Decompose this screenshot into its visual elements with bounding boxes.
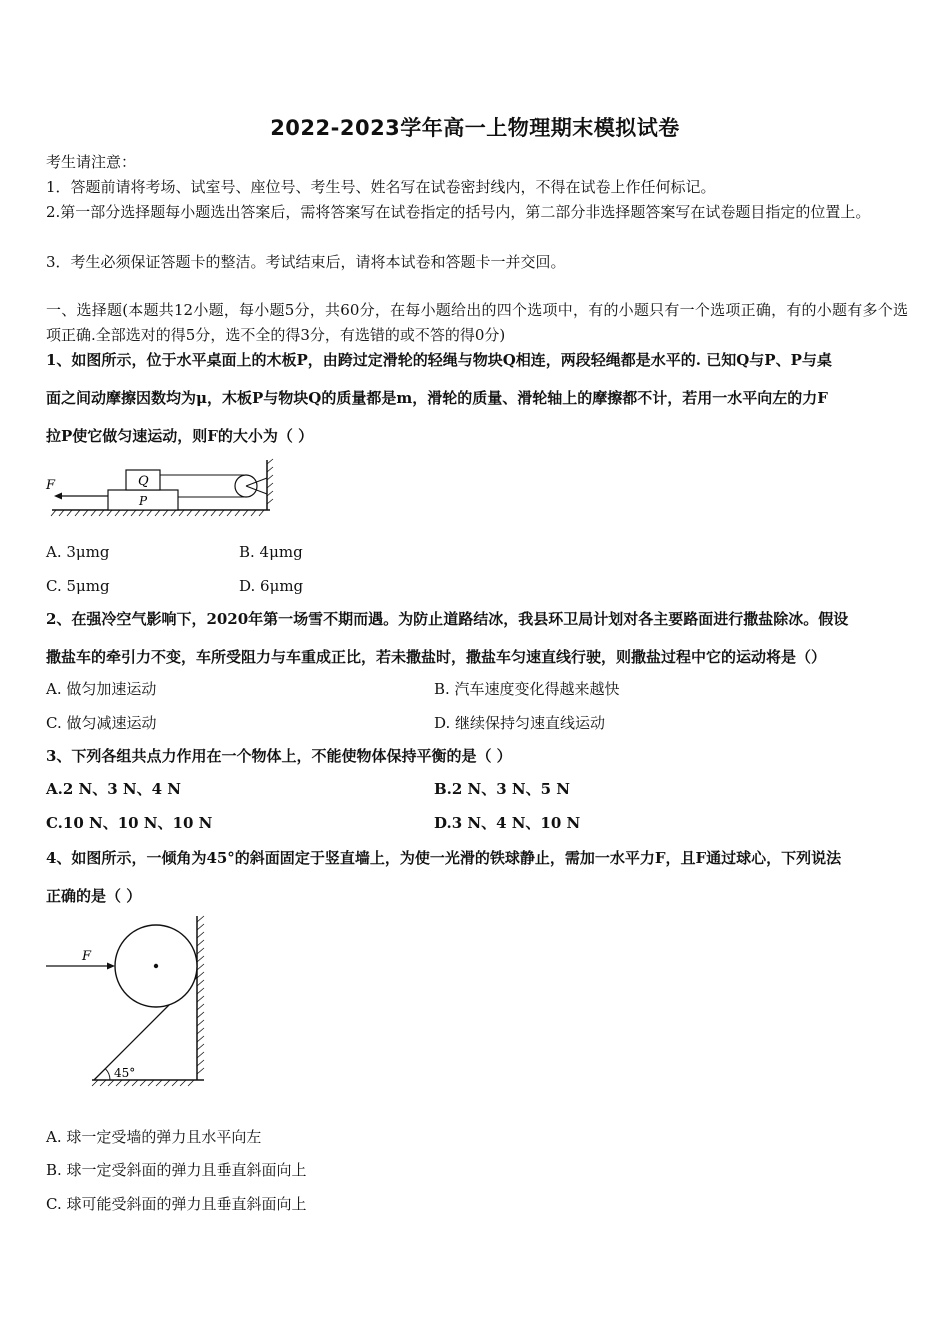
label-q: Q — [138, 474, 149, 489]
q3-option-b: B.2 N、3 N、5 N — [434, 780, 571, 798]
q4-stem-line-1: 4、如图所示，一倾角为45°的斜面固定于竖直墙上，为使一光滑的铁球静止，需加一水平力F，且F通过球心，下列说法 — [46, 849, 842, 867]
q1-option-d: D. 6μmg — [239, 577, 304, 595]
page-title: 2022-2023学年高一上物理期末模拟试卷 — [270, 116, 680, 140]
q4-option-a: A. 球一定受墙的弹力且水平向左 — [46, 1128, 262, 1146]
q4-option-b: B. 球一定受斜面的弹力且垂直斜面向上 — [46, 1161, 307, 1179]
q3-option-a: A.2 N、3 N、4 N — [46, 780, 181, 798]
notice-item-3: 3．考生必须保证答题卡的整洁。考试结束后，请将本试卷和答题卡一并交回。 — [46, 253, 566, 271]
q4-stem-line-2: 正确的是（ ） — [46, 887, 142, 905]
label-angle: 45° — [114, 1066, 136, 1080]
section-heading: 一、选择题(本题共12小题，每小题5分，共60分，在每小题给出的四个选项中，有的小题只有一个选项正确，有的小题有多个选项正确.全部选对的得5分，选不全的得3分，有选错的或不答的得0分) — [46, 301, 908, 344]
q2-option-b: B. 汽车速度变化得越来越快 — [434, 680, 620, 698]
q2-option-c: C. 做匀减速运动 — [46, 714, 157, 732]
q2-option-a: A. 做匀加速运动 — [46, 680, 157, 698]
notice-item-2: 2.第一部分选择题每小题选出答案后，需将答案写在试卷指定的括号内，第二部分非选择题答案写在试卷题目指定的位置上。 — [46, 203, 871, 221]
notice-heading: 考生请注意： — [46, 153, 137, 171]
q1-option-b: B. 4μmg — [239, 543, 303, 561]
q2-option-d: D. 继续保持匀速直线运动 — [434, 714, 606, 732]
q4-figure — [44, 914, 214, 1088]
label-f: F — [82, 949, 92, 964]
q1-stem-line-3: 拉P使它做匀速运动，则F的大小为（ ） — [46, 427, 314, 445]
q3-option-d: D.3 N、4 N、10 N — [434, 814, 581, 832]
q1-stem-line-1: 1、如图所示，位于水平桌面上的木板P，由跨过定滑轮的轻绳与物块Q相连，两段轻绳都是水平的. 已知Q与P、P与桌 — [46, 351, 832, 369]
q3-option-c: C.10 N、10 N、10 N — [46, 814, 213, 832]
q1-figure — [44, 458, 276, 520]
q4-option-c: C. 球可能受斜面的弹力且垂直斜面向上 — [46, 1195, 307, 1213]
q1-stem-line-2: 面之间动摩擦因数均为μ，木板P与物块Q的质量都是m，滑轮的质量、滑轮轴上的摩擦都不计，若用一水平向左的力F — [46, 389, 828, 407]
label-f: F — [46, 478, 56, 493]
q3-stem: 3、下列各组共点力作用在一个物体上，不能使物体保持平衡的是（ ） — [46, 747, 512, 765]
q2-stem-line-2: 撒盐车的牵引力不变，车所受阻力与车重成正比，若未撒盐时，撒盐车匀速直线行驶，则撒盐过程中它的运动将是（） — [46, 648, 827, 666]
q1-option-a: A. 3μmg — [46, 543, 110, 561]
q2-stem-line-1: 2、在强冷空气影响下，2020年第一场雪不期而遇。为防止道路结冰，我县环卫局计划对各主要路面进行撒盐除冰。假设 — [46, 610, 849, 628]
q1-option-c: C. 5μmg — [46, 577, 110, 595]
notice-item-1: 1．答题前请将考场、试室号、座位号、考生号、姓名写在试卷密封线内，不得在试卷上作任何标记。 — [46, 178, 716, 196]
label-p: P — [139, 494, 148, 508]
